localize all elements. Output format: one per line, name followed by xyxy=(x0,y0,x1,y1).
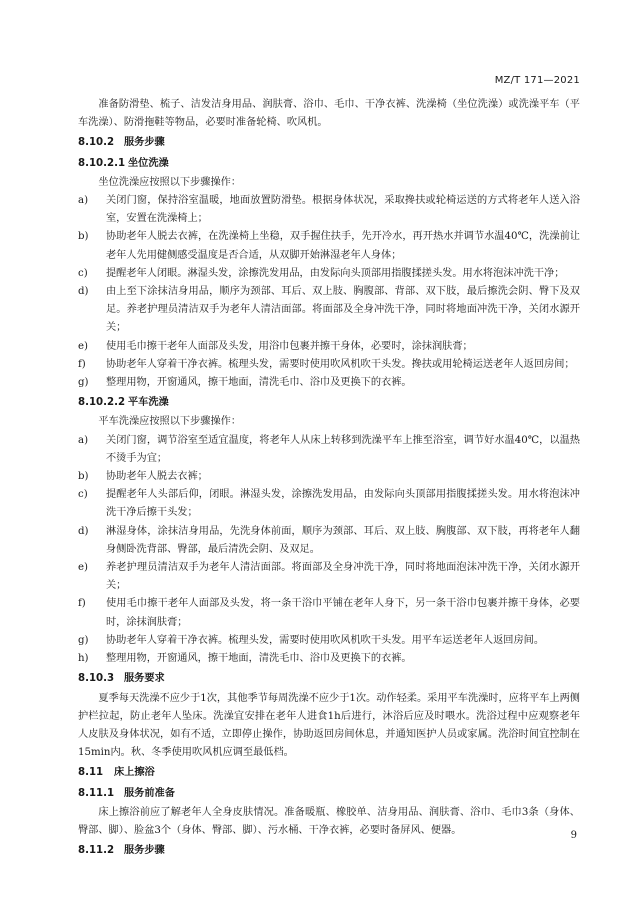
heading-number: 8.11 xyxy=(78,767,104,779)
heading-8-10-2-2 xyxy=(78,394,580,412)
heading-number: 8.11.1 xyxy=(78,787,115,799)
list-item: h) 整理用物，开窗通风，擦干地面，清洗毛巾、浴巾及更换下的衣裤。 xyxy=(78,653,412,665)
heading-8-11 xyxy=(78,764,580,782)
list-item: c) 提醒老年人头部后仰，闭眼。淋湿头发，涂擦洗发用品，由发际向头顶部用指腹揉搓头发。用水将泡沫冲洗干净后擦干头发； xyxy=(78,489,580,519)
list-item: a) 关闭门窗，保持浴室温暖，地面放置防滑垫。根据身体状况，采取搀扶或轮椅运送的方式将老年人送入浴室，安置在洗澡椅上； xyxy=(78,195,580,225)
heading-number: 8.10.3 xyxy=(78,673,115,685)
heading-title: 服务步骤 xyxy=(124,845,165,857)
section-lead: 平车洗澡应按照以下步骤操作： xyxy=(98,416,242,428)
heading-8-10-3 xyxy=(78,670,580,688)
list-item: d) 由上至下涂抹洁身用品，顺序为颈部、耳后、双上肢、胸腹部、背部、双下肢，最后擦洗会阴、臀下及双足。养老护理员清洁双手为老年人清洁面部。将面部及全身冲洗干净，同时将地面冲洗干净，关闭水源开关； xyxy=(78,286,580,334)
list-item: f) 使用毛巾擦干老年人面部及头发，将一条干浴巾平铺在老年人身下，另一条干浴巾包裹并擦干身体，必要时，涂抹润肤膏； xyxy=(78,598,580,628)
list-item: b) 协助老年人脱去衣裤； xyxy=(78,471,208,483)
steps-list-seated-bath xyxy=(78,192,580,392)
list-item: e) 养老护理员清洁双手为老年人清洁面部。将面部及全身冲洗干净，同时将地面泡沫冲洗干净，关闭水源开关； xyxy=(78,562,580,592)
list-item: g) 整理用物，开窗通风，擦干地面，清洗毛巾、浴巾及更换下的衣裤。 xyxy=(78,377,412,389)
list-item: e) 使用毛巾擦干老年人面部及头发，用浴巾包裹并擦干身体，必要时，涂抹润肤膏； xyxy=(78,340,473,352)
section-lead: 坐位洗澡应按照以下步骤操作： xyxy=(98,176,242,188)
heading-title: 坐位洗澡 xyxy=(128,157,169,169)
heading-title: 服务要求 xyxy=(124,673,165,685)
intro-paragraph: 准备防滑垫、梳子、洁发洁身用品、润肤膏、浴巾、毛巾、干净衣裤、洗澡椅（坐位洗澡）或洗澡平车（平车洗澡）、防滑拖鞋等物品，必要时准备轮椅、吹风机。 xyxy=(78,99,580,129)
heading-8-10-2-1 xyxy=(78,155,580,173)
heading-number: 8.11.2 xyxy=(78,845,115,857)
document-body xyxy=(78,96,580,861)
list-item: b) 协助老年人脱去衣裤，在洗澡椅上坐稳，双手握住扶手，先开冷水，再开热水并调节水温40℃，洗澡前让老年人先用健侧感受温度是否合适，从双脚开始淋湿老年人身体； xyxy=(78,231,580,261)
heading-number: 8.10.2 xyxy=(78,137,115,149)
heading-8-10-2 xyxy=(78,134,580,152)
heading-8-11-2 xyxy=(78,842,580,860)
heading-8-11-1 xyxy=(78,785,580,803)
preparation-paragraph: 床上擦浴前应了解老年人全身皮肤情况。准备暖瓶、橡胶单、洁身用品、润肤膏、浴巾、毛巾3条（身体、臀部、脚）、脸盆3个（身体、臀部、脚）、污水桶、干净衣裤，必要时备屏风、便器。 xyxy=(78,806,580,836)
list-item: a) 关闭门窗，调节浴室至适宜温度，将老年人从床上转移到洗澡平车上推至浴室，调节好水温40℃，以温热不烫手为宜； xyxy=(78,434,580,464)
page-number: 9 xyxy=(570,830,577,841)
heading-number: 8.10.2.1 xyxy=(78,157,126,169)
heading-title: 服务前准备 xyxy=(124,787,175,799)
list-item: c) 提醒老年人闭眼。淋湿头发，涂擦洗发用品，由发际向头顶部用指腹揉搓头发。用水将泡沫冲洗干净； xyxy=(78,267,565,279)
steps-list-gurney-bath xyxy=(78,432,580,669)
heading-title: 服务步骤 xyxy=(124,137,165,149)
standard-code: MZ/T 171—2021 xyxy=(494,75,580,86)
list-item: d) 淋湿身体，涂抹洁身用品，先洗身体前面，顺序为颈部、耳后、双上肢、胸腹部、双下肢，再将老年人翻身侧卧洗背部、臀部，最后清洗会阴、及双足。 xyxy=(78,525,580,555)
heading-title: 平车洗澡 xyxy=(128,397,169,409)
list-item: g) 协助老年人穿着干净衣裤。梳理头发，需要时使用吹风机吹干头发。用平车运送老年人返回房间。 xyxy=(78,634,545,646)
service-requirements-paragraph: 夏季每天洗澡不应少于1次，其他季节每周洗澡不应少于1次。动作轻柔。采用平车洗澡时，应将平车上两侧护栏拉起，防止老年人坠床。洗澡宜安排在老年人进食1h后进行，沐浴后应及时喂水。洗浴过程中应观察老年人皮肤及身体状况，如有不适，立即停止操作，协助返回房间休息，并通知医护人员或家属。洗浴时间宜控制在15min内。秋、冬季使用吹风机应调至最低档。 xyxy=(78,692,580,759)
list-item: f) 协助老年人穿着干净衣裤。梳理头发，需要时使用吹风机吹干头发。搀扶或用轮椅运送老年人返回房间； xyxy=(78,358,575,370)
heading-number: 8.10.2.2 xyxy=(78,397,126,409)
heading-title: 床上擦浴 xyxy=(114,767,155,779)
